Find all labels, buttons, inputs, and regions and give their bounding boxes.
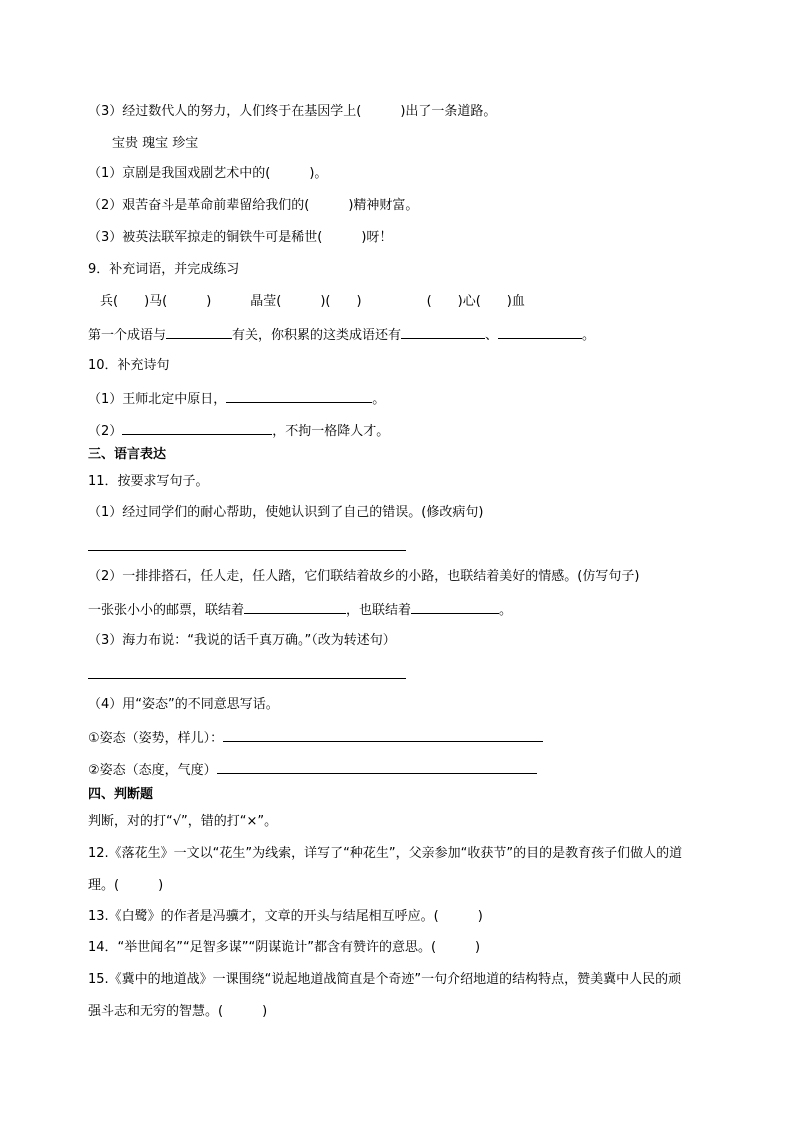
q10-2-end: ，不拘一格降人才。	[272, 424, 390, 439]
question-12-line-2: 理。( )	[88, 878, 164, 893]
question-12-line-1: 12.《落花生》一文以“花生”为线索，详写了“种花生”，父亲参加“收获节”的目的是教育孩子们做人的道	[88, 846, 683, 861]
section-3-heading: 三、语言表达	[88, 447, 167, 462]
answer-line[interactable]	[88, 550, 406, 551]
section-4-heading: 四、判断题	[88, 787, 154, 802]
q11-2-text-b: ，也联结着	[346, 603, 412, 618]
question-10-1	[88, 388, 385, 410]
answer-blank[interactable]	[166, 324, 232, 339]
q9-text-c: 、	[485, 328, 499, 343]
answer-blank[interactable]	[226, 388, 372, 403]
question-11-4a	[88, 727, 543, 749]
question-10-title: 10．补充诗句	[88, 358, 170, 373]
q10-1-end: 。	[372, 392, 386, 407]
question-11-2-fill	[88, 599, 512, 621]
q9-text-a: 第一个成语与	[88, 328, 167, 343]
question-10-2	[88, 420, 389, 442]
q11-2-text-c: 。	[499, 603, 513, 618]
word-choices: 宝贵 瑰宝 珍宝	[112, 136, 199, 151]
answer-blank[interactable]	[401, 324, 485, 339]
q9-text-d: 。	[582, 328, 596, 343]
question-15-line-1: 15.《冀中的地道战》一课围绕“说起地道战简直是个奇迹”一句介绍地道的结构特点，赞美冀中人民的顽	[88, 972, 682, 987]
choice-question-1: （1）京剧是我国戏剧艺术中的( )。	[88, 166, 328, 181]
q9-text-b: 有关，你积累的这类成语还有	[232, 328, 402, 343]
judge-instructions: 判断，对的打“√”，错的打“×”。	[88, 814, 278, 829]
q10-1-text: （1）王师北定中原日，	[88, 392, 227, 407]
answer-blank[interactable]	[223, 727, 543, 742]
answer-line[interactable]	[88, 678, 406, 679]
answer-blank[interactable]	[122, 420, 272, 435]
answer-blank[interactable]	[498, 324, 582, 339]
question-15-line-2: 强斗志和无穷的智慧。( )	[88, 1004, 268, 1019]
question-11-4b	[88, 759, 537, 781]
question-13: 13.《白鹭》的作者是冯骥才，文章的开头与结尾相互呼应。( )	[88, 909, 483, 924]
question-11-title: 11．按要求写句子。	[88, 474, 209, 489]
question-9-text	[88, 324, 595, 346]
question-11-1: （1）经过同学们的耐心帮助，使她认识到了自己的错误。(修改病句)	[88, 505, 484, 520]
question-9-words: 兵( )马( ) 晶莹( )( ) ( )心( )血	[100, 294, 525, 309]
question-9-title: 9．补充词语，并完成练习	[88, 262, 240, 277]
question-11-4: （4）用“姿态”的不同意思写话。	[88, 697, 279, 712]
question-3-part: （3）经过数代人的努力，人们终于在基因学上( )出了一条道路。	[88, 104, 497, 119]
question-14: 14．“举世闻名”“足智多谋”“阴谋诡计”都含有赞许的意思。( )	[88, 940, 481, 955]
answer-blank[interactable]	[217, 759, 537, 774]
q11-4a-text: ①姿态（姿势，样儿）：	[88, 731, 224, 746]
choice-question-3: （3）被英法联军掠走的铜铁牛可是稀世( )呀！	[88, 230, 393, 245]
q11-2-text-a: 一张张小小的邮票，联结着	[88, 603, 245, 618]
answer-blank[interactable]	[411, 599, 499, 614]
q10-2-text: （2）	[88, 424, 123, 439]
choice-question-2: （2）艰苦奋斗是革命前辈留给我们的( )精神财富。	[88, 198, 419, 213]
question-11-2: （2）一排排搭石，任人走，任人踏，它们联结着故乡的小路，也联结着美好的情感。(仿写句子)	[88, 569, 640, 584]
q11-4b-text: ②姿态（态度，气度）	[88, 763, 217, 778]
question-11-3: （3）海力布说：“我说的话千真万确。”（改为转述句）	[88, 633, 396, 648]
answer-blank[interactable]	[244, 599, 346, 614]
